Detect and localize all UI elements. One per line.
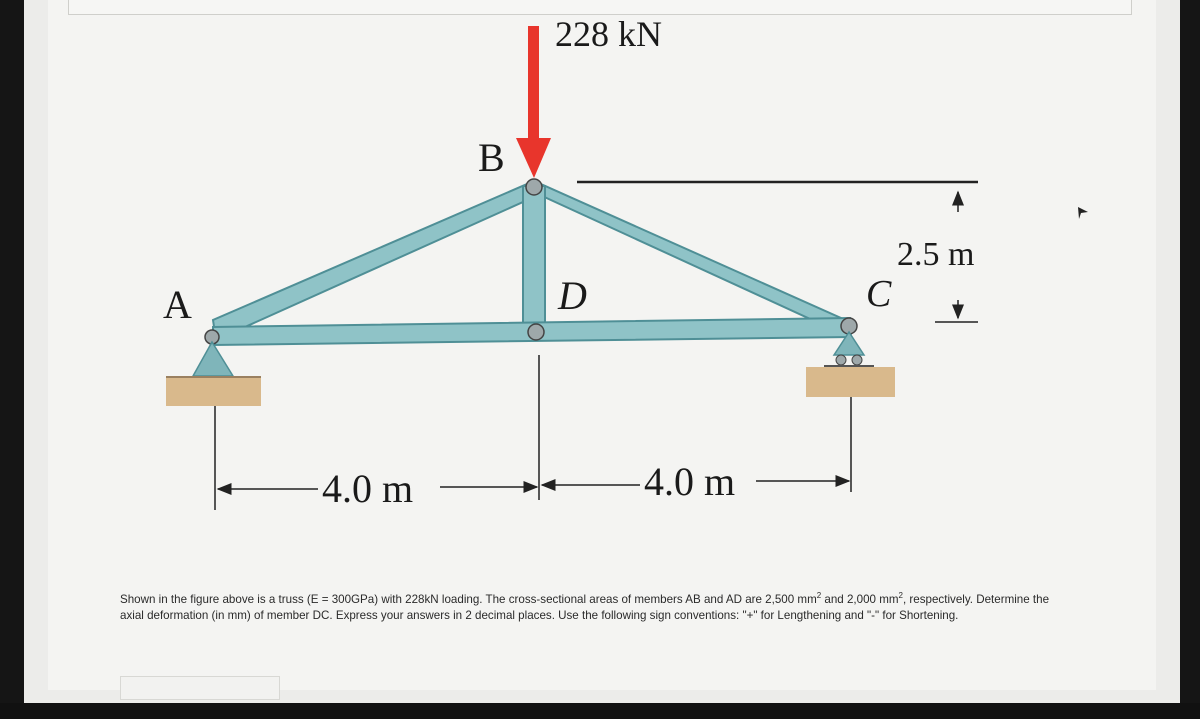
question-part-2: and 2,000 mm (821, 593, 899, 606)
span-left-label: 4.0 m (322, 466, 414, 511)
member-bd (523, 186, 545, 333)
answer-input[interactable] (120, 676, 280, 700)
node-d-label: D (558, 273, 587, 318)
load-label: 228 kN (555, 14, 662, 54)
joint-b (526, 179, 542, 195)
node-c-label: C (866, 273, 892, 315)
question-text (120, 592, 1070, 624)
question-sup-1: 2 (816, 591, 822, 601)
height-label: 2.5 m (897, 236, 975, 273)
span-right-label: 4.0 m (644, 459, 736, 504)
bottom-bezel (0, 703, 1200, 719)
pin-support-a (166, 342, 261, 406)
span-dimensions (215, 355, 851, 510)
joint-d (528, 324, 544, 340)
node-b-label: B (478, 135, 505, 180)
question-part-1: Shown in the figure above is a truss (E = 300GPa) with 228kN loading. The cross-sectional areas of members AB and AD are 2,500 mm (120, 593, 817, 606)
roller-support-c (806, 332, 895, 397)
question-part-3: , respectively. Determine the axial deformation (in mm) of member DC. Express your answers in 2 decimal places. Use the following sign conventions: "+" for Lengthening and "-" for Shortening. (120, 593, 1050, 622)
load-arrow (516, 26, 551, 178)
question-sup-2: 2 (898, 591, 903, 601)
mouse-cursor-icon (1078, 207, 1088, 219)
node-a-label: A (163, 282, 192, 327)
member-ab (213, 181, 543, 340)
truss-members (213, 181, 851, 345)
